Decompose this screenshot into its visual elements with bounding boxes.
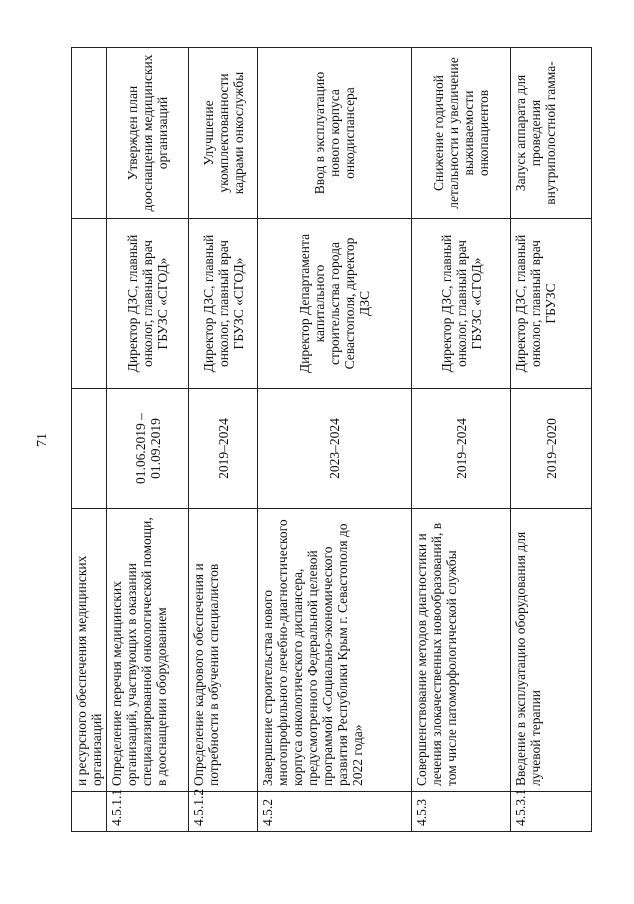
row-number — [72, 792, 107, 832]
task-description: Завершение строительства нового многопрофильного лечебно-диагностического корпуса онкологического диспансера, предусмотренного Федеральной целевой программой «Социально-экономического развития Республики Крым г. Севастополя до 2022 года» — [258, 509, 412, 792]
period: 01.06.2019 – 01.09.2019 — [107, 389, 189, 509]
executor — [72, 219, 107, 389]
executor: Директор ДЗС, главный онколог, главный врач ГБУЗС — [511, 219, 592, 389]
expected-result — [72, 48, 107, 219]
table-row — [258, 48, 412, 832]
row-number: 4.5.3 — [412, 792, 511, 832]
task-description: Определение кадрового обеспечения и потребности в обучении специалистов — [189, 509, 258, 792]
expected-result: Снижение годичной летальности и увеличение выживаемости онкопациентов — [412, 48, 511, 219]
table-row — [189, 48, 258, 832]
page-number: 71 — [35, 433, 50, 447]
period: 2019–2020 — [511, 389, 592, 509]
executor: Директор Департамента капитального строительства города Севастополя, директор ДЗС — [258, 219, 412, 389]
expected-result: Запуск аппарата для проведения внутриполостной гамма- — [511, 48, 592, 219]
table-row — [107, 48, 189, 832]
expected-result: Ввод в эксплуатацию нового корпуса онкодиспансера — [258, 48, 412, 219]
row-number: 4.5.3.1 — [511, 792, 592, 832]
task-description: Совершенствование методов диагностики и лечения злокачественных новообразований, в том числе патоморфологической службы — [412, 509, 511, 792]
plan-table-sheet — [71, 48, 587, 832]
period — [72, 389, 107, 509]
task-description: Определение перечня медицинских организаций, участвующих в оказании специализированной онкологической помощи, в дооснащении оборудованием — [107, 509, 189, 792]
task-description: Введение в эксплуатацию оборудования для лучевой терапии — [511, 509, 592, 792]
table-row — [511, 48, 592, 832]
expected-result: Утвержден план дооснащения медицинских организаций — [107, 48, 189, 219]
executor: Директор ДЗС, главный онколог, главный врач ГБУЗС «СГОД» — [412, 219, 511, 389]
expected-result: Улучшение укомплектованности кадрами онкослужбы — [189, 48, 258, 219]
row-number: 4.5.2 — [258, 792, 412, 832]
plan-table — [71, 47, 592, 832]
row-number: 4.5.1.1 — [107, 792, 189, 832]
table-row — [72, 48, 107, 832]
row-number: 4.5.1.2 — [189, 792, 258, 832]
period: 2019–2024 — [412, 389, 511, 509]
executor: Директор ДЗС, главный онколог, главный врач ГБУЗС «СГОД» — [107, 219, 189, 389]
executor: Директор ДЗС, главный онколог, главный врач ГБУЗС «СГОД» — [189, 219, 258, 389]
task-description: и ресурсного обеспечения медицинских организаций — [72, 509, 107, 792]
table-row — [412, 48, 511, 832]
period: 2023–2024 — [258, 389, 412, 509]
period: 2019–2024 — [189, 389, 258, 509]
